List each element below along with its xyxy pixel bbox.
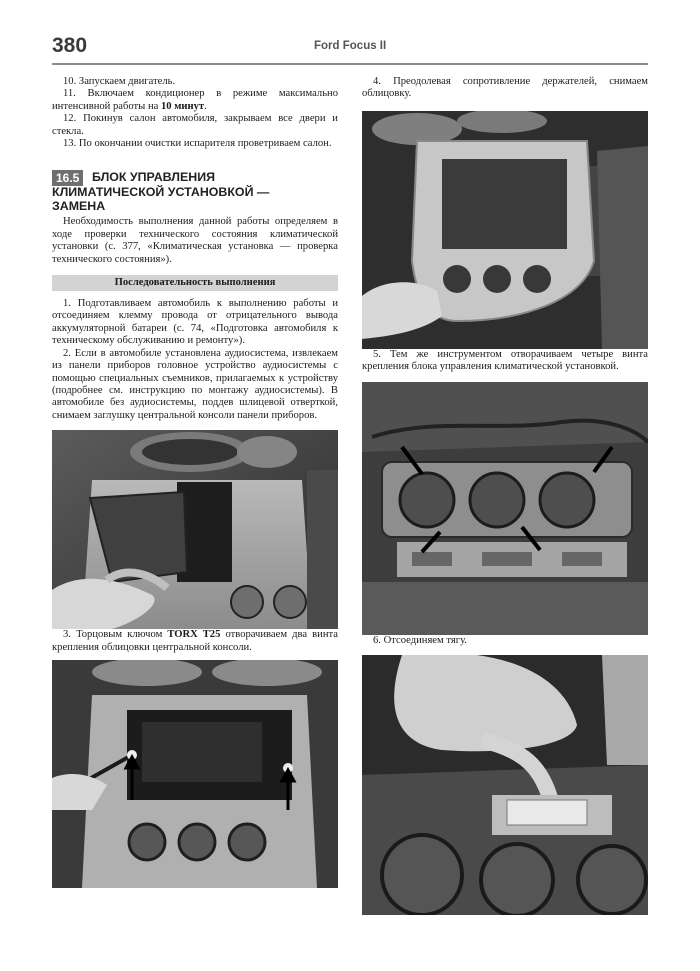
page-header — [52, 30, 648, 64]
step-11: 11. Включаем кондиционер в режиме максимально интенсивной работы на 10 минут. — [52, 88, 338, 112]
header-rule — [52, 63, 648, 65]
photo-disconnect-linkage — [362, 655, 648, 915]
running-title: Ford Focus II — [314, 40, 387, 52]
step-3: 3. Торцовым ключом TORX T25 отворачиваем два винта крепления облицовки центральной консоли. — [52, 629, 338, 653]
step-4: 4. Преодолевая сопротивление держателей, снимаем облицовку. — [362, 76, 648, 100]
section-heading — [52, 168, 338, 216]
step-1: 1. Подготавливаем автомобиль к выполнению работы и отсоединяем клемму провода от отрицательного вывода аккумуляторной батареи (с. 74, «Подготовка автомобиля к техническому обслуживанию и ремонту»). — [52, 298, 338, 347]
page-number: 380 — [52, 34, 88, 57]
step-13: 13. По окончании очистки испарителя проветриваем салон. — [63, 138, 332, 150]
step-10: 10. Запускаем двигатель. — [63, 76, 176, 87]
section-title: БЛОК УПРАВЛЕНИЯ КЛИМАТИЧЕСКОЙ УСТАНОВКОЙ — ЗАМЕНА — [52, 170, 270, 214]
step-6: 6. Отсоединяем тягу. — [373, 634, 467, 646]
photo-four-screws — [362, 382, 648, 635]
step-2: 2. Если в автомобиле установлена аудиосистема, извлекаем из панели приборов головное устройство аудиосистемы с помощью специальных съемников, прилагаемых к устройству (подробнее см. инструкцию по монтажу аудиосистемы). В автомобиле без аудиосистемы, поддев шлицевой отверткой, снимаем заглушку центральной консоли панели приборов. — [52, 347, 338, 421]
section-intro: Необходимость выполнения данной работы определяем в ходе проверки технического состояния климатической установки (с. 377, «Климатическая установка — проверка технического состояния»). — [52, 216, 338, 265]
left-column — [52, 76, 338, 888]
photo-remove-plug — [52, 430, 338, 629]
section-number: 16.5 — [52, 170, 83, 186]
photo-remove-bezel — [362, 111, 648, 349]
procedure-label: Последовательность выполнения — [52, 275, 338, 291]
step-12: 12. Покинув салон автомобиля, закрываем все двери и стекла. — [52, 113, 338, 137]
step-5: 5. Тем же инструментом отворачиваем четыре винта крепления блока управления климатической установкой. — [362, 348, 648, 373]
right-column — [362, 76, 648, 915]
photo-torx-screws — [52, 660, 338, 888]
